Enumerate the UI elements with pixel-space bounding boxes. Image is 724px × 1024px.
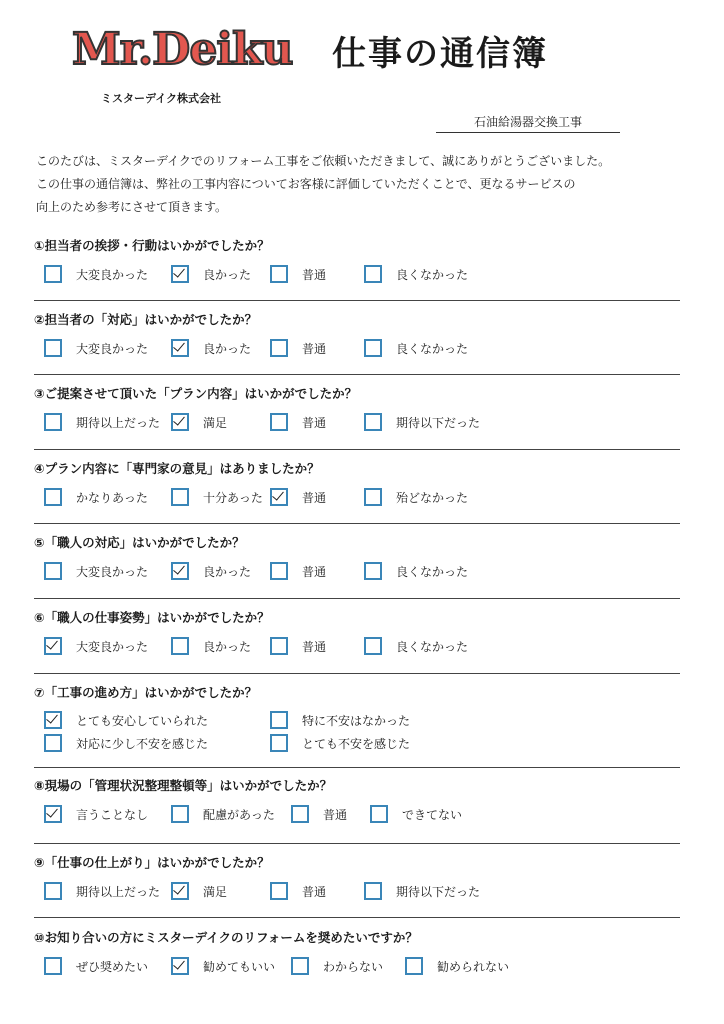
question-title: ⑤「職人の対応」はいかがでしたか？ bbox=[34, 535, 245, 550]
question-title: ⑥「職人の仕事姿勢」はいかがでしたか？ bbox=[34, 610, 270, 625]
intro-text bbox=[36, 150, 696, 219]
checkbox[interactable] bbox=[364, 882, 382, 900]
question-title: ②担当者の「対応」はいかがでしたか？ bbox=[34, 312, 258, 327]
answer-option[interactable] bbox=[44, 412, 160, 432]
option-label: 配慮があった bbox=[203, 807, 275, 822]
document-title: 仕事の通信簿 bbox=[332, 34, 548, 74]
checkbox[interactable] bbox=[171, 488, 189, 506]
question-title: ⑨「仕事の仕上がり」はいかがでしたか？ bbox=[34, 855, 270, 870]
checkbox[interactable] bbox=[291, 805, 309, 823]
checkbox[interactable] bbox=[364, 265, 382, 283]
checkbox[interactable] bbox=[270, 637, 288, 655]
option-label: 言うことなし bbox=[76, 807, 149, 822]
checkbox[interactable] bbox=[44, 488, 62, 506]
answer-option[interactable] bbox=[270, 338, 326, 358]
checkbox[interactable] bbox=[270, 882, 288, 900]
checkbox[interactable] bbox=[364, 488, 382, 506]
answer-option[interactable] bbox=[364, 561, 468, 581]
intro-line: この仕事の通信簿は、弊社の工事内容についてお客様に評価していただくことで、更なるサービスの bbox=[36, 177, 576, 191]
option-label: 普通 bbox=[302, 415, 327, 430]
option-label: 普通 bbox=[302, 884, 327, 899]
option-label: 十分あった bbox=[203, 490, 263, 505]
checkbox[interactable] bbox=[44, 562, 62, 580]
option-label: 期待以下だった bbox=[396, 415, 481, 430]
answer-option[interactable] bbox=[171, 487, 263, 507]
option-label: 良かった bbox=[203, 341, 252, 356]
option-label: 普通 bbox=[302, 267, 327, 282]
option-label: 勧められない bbox=[437, 959, 510, 974]
checkbox[interactable] bbox=[44, 339, 62, 357]
question-title: ①担当者の挨拶・行動はいかがでしたか？ bbox=[34, 238, 270, 253]
answer-option[interactable] bbox=[171, 636, 251, 656]
option-label: とても安心していられた bbox=[76, 713, 209, 728]
section-divider bbox=[34, 843, 680, 844]
checked-checkbox[interactable] bbox=[171, 339, 189, 357]
checked-checkbox[interactable] bbox=[171, 562, 189, 580]
answer-option[interactable] bbox=[291, 804, 347, 824]
option-label: 大変良かった bbox=[76, 267, 149, 282]
answer-option[interactable] bbox=[44, 956, 148, 976]
section-divider bbox=[34, 917, 680, 918]
option-label: 普通 bbox=[302, 490, 327, 505]
checkbox[interactable] bbox=[364, 562, 382, 580]
answer-option[interactable] bbox=[44, 636, 148, 656]
option-label: 満足 bbox=[203, 415, 228, 430]
answer-option[interactable] bbox=[44, 338, 148, 358]
answer-option[interactable] bbox=[44, 561, 148, 581]
option-label: 普通 bbox=[302, 341, 327, 356]
checkbox[interactable] bbox=[171, 805, 189, 823]
answer-option[interactable] bbox=[270, 412, 326, 432]
work-name: 石油給湯器交換工事 bbox=[436, 113, 620, 133]
answer-option[interactable] bbox=[44, 733, 208, 753]
checked-checkbox[interactable] bbox=[171, 413, 189, 431]
checkbox[interactable] bbox=[270, 265, 288, 283]
option-label: とても不安を感じた bbox=[302, 736, 411, 751]
section-divider bbox=[34, 767, 680, 768]
option-label: 対応に少し不安を感じた bbox=[76, 736, 209, 751]
answer-option[interactable] bbox=[270, 636, 326, 656]
checkbox[interactable] bbox=[44, 957, 62, 975]
option-label: 期待以上だった bbox=[76, 884, 161, 899]
option-label: 勧めてもいい bbox=[203, 959, 276, 974]
answer-option[interactable] bbox=[270, 881, 326, 901]
checked-checkbox[interactable] bbox=[171, 265, 189, 283]
answer-option[interactable] bbox=[171, 338, 251, 358]
intro-line: 向上のため参考にさせて頂きます。 bbox=[36, 200, 228, 214]
option-label: 良かった bbox=[203, 564, 252, 579]
option-label: 特に不安はなかった bbox=[302, 713, 411, 728]
option-label: 大変良かった bbox=[76, 341, 149, 356]
checked-checkbox[interactable] bbox=[270, 488, 288, 506]
option-label: 期待以下だった bbox=[396, 884, 481, 899]
answer-option[interactable] bbox=[44, 881, 160, 901]
option-label: 良くなかった bbox=[396, 564, 469, 579]
checkbox[interactable] bbox=[370, 805, 388, 823]
question-title: ⑧現場の「管理状況整理整頓等」はいかがでしたか？ bbox=[34, 778, 333, 793]
answer-option[interactable] bbox=[370, 804, 462, 824]
option-label: わからない bbox=[323, 959, 384, 974]
checkbox[interactable] bbox=[44, 734, 62, 752]
option-label: 殆どなかった bbox=[396, 490, 469, 505]
option-label: 大変良かった bbox=[76, 564, 149, 579]
answer-option[interactable] bbox=[44, 804, 148, 824]
answer-option[interactable] bbox=[270, 710, 410, 730]
checkbox[interactable] bbox=[270, 339, 288, 357]
checkbox[interactable] bbox=[364, 339, 382, 357]
company-name: ミスターデイク株式会社 bbox=[101, 92, 222, 105]
option-label: 良くなかった bbox=[396, 341, 469, 356]
option-label: 普通 bbox=[302, 564, 327, 579]
option-label: 良くなかった bbox=[396, 639, 469, 654]
option-label: 普通 bbox=[302, 639, 327, 654]
intro-line: このたびは、ミスターデイクでのリフォーム工事をご依頼いただきまして、誠にありがとうございました。 bbox=[36, 154, 611, 168]
checkbox[interactable] bbox=[270, 562, 288, 580]
checkbox[interactable] bbox=[364, 637, 382, 655]
section-divider bbox=[34, 673, 680, 674]
answer-option[interactable] bbox=[405, 956, 509, 976]
answer-option[interactable] bbox=[364, 881, 480, 901]
answer-option[interactable] bbox=[171, 881, 227, 901]
company-logo: Mr.Deiku bbox=[72, 24, 293, 75]
answer-option[interactable] bbox=[270, 264, 326, 284]
section-divider bbox=[34, 374, 680, 375]
section-divider bbox=[34, 449, 680, 450]
option-label: 普通 bbox=[323, 807, 348, 822]
option-label: 良かった bbox=[203, 639, 252, 654]
answer-option[interactable] bbox=[291, 956, 383, 976]
checkbox[interactable] bbox=[291, 957, 309, 975]
answer-option[interactable] bbox=[270, 733, 410, 753]
checkbox[interactable] bbox=[44, 265, 62, 283]
question-title: ③ご提案させて頂いた「プラン内容」はいかがでしたか？ bbox=[34, 386, 358, 401]
answer-option[interactable] bbox=[364, 338, 468, 358]
checked-checkbox[interactable] bbox=[171, 957, 189, 975]
checkbox[interactable] bbox=[364, 413, 382, 431]
section-divider bbox=[34, 300, 680, 301]
question-title: ④プラン内容に「専門家の意見」はありましたか？ bbox=[34, 461, 320, 476]
answer-option[interactable] bbox=[364, 487, 468, 507]
option-label: できてない bbox=[402, 807, 463, 822]
answer-option[interactable] bbox=[364, 264, 468, 284]
checked-checkbox[interactable] bbox=[44, 637, 62, 655]
answer-option[interactable] bbox=[171, 956, 275, 976]
answer-option[interactable] bbox=[44, 487, 148, 507]
answer-option[interactable] bbox=[364, 636, 468, 656]
checked-checkbox[interactable] bbox=[171, 882, 189, 900]
section-divider bbox=[34, 598, 680, 599]
answer-option[interactable] bbox=[171, 804, 275, 824]
option-label: 期待以上だった bbox=[76, 415, 161, 430]
checkbox[interactable] bbox=[270, 734, 288, 752]
checkbox[interactable] bbox=[270, 711, 288, 729]
question-title: ⑦「工事の進め方」はいかがでしたか？ bbox=[34, 685, 258, 700]
checkbox[interactable] bbox=[405, 957, 423, 975]
answer-option[interactable] bbox=[270, 487, 326, 507]
checkbox[interactable] bbox=[171, 637, 189, 655]
option-label: ぜひ奨めたい bbox=[76, 959, 149, 974]
option-label: 良くなかった bbox=[396, 267, 469, 282]
answer-option[interactable] bbox=[171, 264, 251, 284]
checkbox[interactable] bbox=[270, 413, 288, 431]
question-title: ⑩お知り合いの方にミスターデイクのリフォームを奨めたいですか？ bbox=[34, 930, 418, 945]
section-divider bbox=[34, 523, 680, 524]
checked-checkbox[interactable] bbox=[44, 805, 62, 823]
option-label: 良かった bbox=[203, 267, 252, 282]
option-label: 大変良かった bbox=[76, 639, 149, 654]
option-label: かなりあった bbox=[76, 490, 148, 505]
answer-option[interactable] bbox=[270, 561, 326, 581]
answer-option[interactable] bbox=[364, 412, 480, 432]
answer-option[interactable] bbox=[44, 264, 148, 284]
answer-option[interactable] bbox=[171, 561, 251, 581]
checked-checkbox[interactable] bbox=[44, 711, 62, 729]
answer-option[interactable] bbox=[171, 412, 227, 432]
checkbox[interactable] bbox=[44, 882, 62, 900]
checkbox[interactable] bbox=[44, 413, 62, 431]
option-label: 満足 bbox=[203, 884, 228, 899]
answer-option[interactable] bbox=[44, 710, 208, 730]
